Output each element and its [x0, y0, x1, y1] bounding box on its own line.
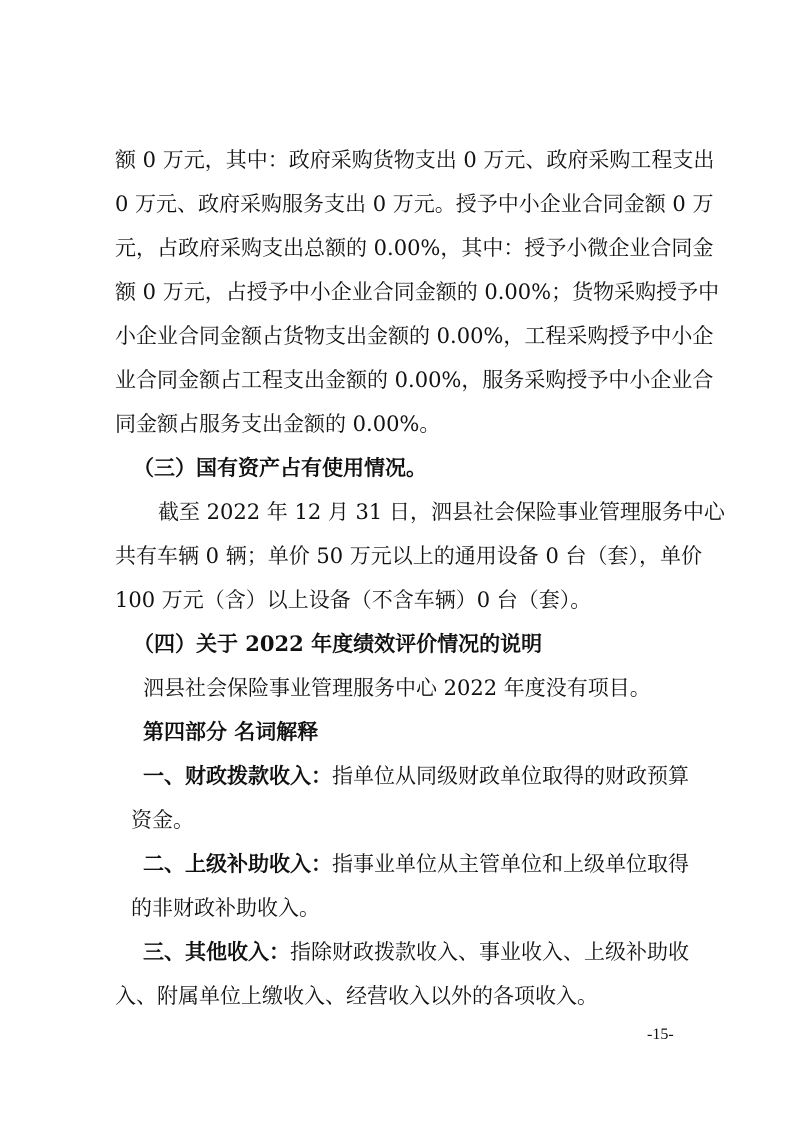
term-label: 一、财政拨款收入：: [143, 763, 332, 788]
term-item-2: [143, 850, 689, 878]
procurement-line-4: 额 0 万元，占授予中小企业合同金额的 0.00%；货物采购授予中: [115, 280, 720, 304]
assets-line-1: 截至 2022 年 12 月 31 日，泗县社会保险事业管理服务中心: [158, 500, 725, 524]
term-item-1: [143, 762, 689, 790]
procurement-line-3: 元，占政府采购支出总额的 0.00%，其中：授予小微企业合同金: [115, 236, 714, 260]
term-item-3-cont: 入、附属单位上缴收入、经营收入以外的各项收入。: [115, 984, 598, 1008]
term-label: 三、其他收入：: [143, 939, 290, 964]
procurement-line-6: 业合同金额占工程支出金额的 0.00%，服务采购授予中小企业合: [115, 368, 714, 392]
term-definition: 指除财政拨款收入、事业收入、上级补助收: [290, 940, 689, 964]
assets-line-3: 100 万元（含）以上设备（不含车辆）0 台（套）。: [115, 588, 592, 612]
part-four-heading: 第四部分 名词解释: [143, 719, 319, 744]
procurement-line-2: 0 万元、政府采购服务支出 0 万元。授予中小企业合同金额 0 万: [115, 192, 714, 216]
term-item-1-cont: 资金。: [131, 808, 194, 832]
procurement-line-7: 同金额占服务支出金额的 0.00%。: [115, 412, 441, 436]
performance-heading: （四）关于 2022 年度绩效评价情况的说明: [133, 631, 543, 656]
procurement-line-1: 额 0 万元，其中：政府采购货物支出 0 万元、政府采购工程支出: [115, 148, 715, 172]
term-item-2-cont: 的非财政补助收入。: [131, 896, 320, 920]
performance-text: 泗县社会保险事业管理服务中心 2022 年度没有项目。: [143, 676, 651, 700]
assets-line-2: 共有车辆 0 辆；单价 50 万元以上的通用设备 0 台（套），单价: [115, 544, 702, 568]
term-definition: 指单位从同级财政单位取得的财政预算: [332, 764, 689, 788]
assets-heading: （三）国有资产占有使用情况。: [133, 455, 427, 480]
term-item-3: [143, 938, 689, 966]
term-definition: 指事业单位从主管单位和上级单位取得: [332, 852, 689, 876]
procurement-line-5: 小企业合同金额占货物支出金额的 0.00%，工程采购授予中小企: [115, 324, 714, 348]
page-number: -15-: [647, 1026, 674, 1043]
term-label: 二、上级补助收入：: [143, 851, 332, 876]
